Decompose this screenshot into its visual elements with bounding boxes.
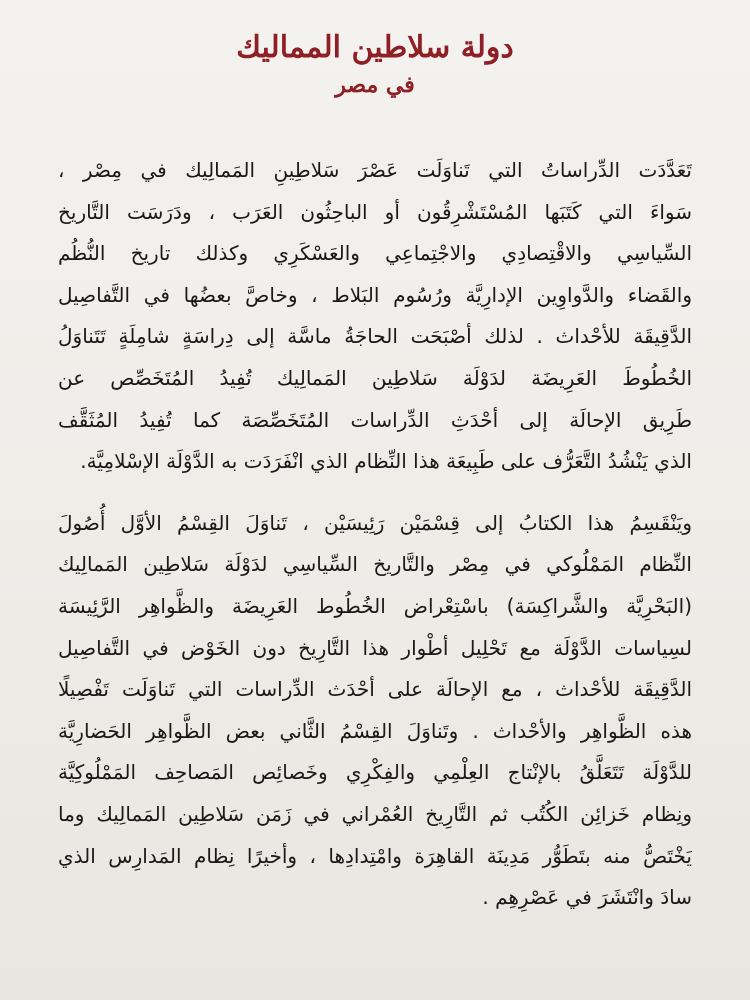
text-line: ويَنْقَسِمُ هذا الكتابُ إلى قِسْمَيْن رَئِيسَيْن ، تَناوَلَ القِسْمُ الأوَّل أُصُولَ	[58, 510, 692, 535]
text-line: السِّياسِي والاقْتِصادِي والاجْتِماعِي والعَسْكَرِي وكذلك تاريخ النُّظُم	[58, 241, 692, 266]
book-title	[0, 28, 750, 98]
text-line: هذه الظَّواهِر والأحْداث . وتَناوَلَ القِسْمُ الثَّاني بعض الظَّواهِر الحَضارِيَّة	[58, 718, 692, 743]
title-main: دولة سلاطين المماليك	[236, 30, 514, 65]
blurb-text	[58, 150, 692, 919]
text-line: والقَضاء والدَّواوِين الإدارِيَّة ورُسُوم البَلاط ، وخاصَّ بعضُها في التَّفاصِيل	[58, 282, 692, 307]
text-line: ونِظام خَزائِن الكُتُب ثم التَّارِيخ العُمْراني في زَمَن سَلاطِين المَمالِيك وما	[58, 801, 692, 826]
title-sub: في مصر	[335, 72, 415, 98]
text-line: الدَّقِيقَة للأحْداث . لذلك أصْبَحَت الحاجَةُ ماسَّة إلى دِراسَةٍ شامِلَةٍ تَتَناوَلُ	[58, 324, 692, 349]
text-line: لسِياسات الدَّوْلَة مع تَحْلِيل أطْوار هذا التَّارِيخ دون الخَوْض في التَّفاصِيل	[58, 635, 692, 660]
text-line: طَرِيق الإحالَة إلى أحْدَثِ الدِّراسات المُتَخَصِّصَة كما تُفِيدُ المُثَقَّف	[58, 407, 692, 432]
text-line: للدَّوْلَة تَتَعَلَّقُ بالإنْتاج العِلْمِي والفِكْرِي وخَصائِص المَصاحِف المَمْلُوكِيَّة	[58, 760, 692, 785]
paragraph-gap	[58, 483, 692, 503]
text-line: يَخْتَصُّ منه بتَطَوُّر مَدِينَة القاهِرَة وامْتِدادِها ، وأخيرًا نِظام المَدارِس الذي	[58, 843, 692, 868]
text-line: النِّظام المَمْلُوكي في مِصْر والتَّاريخ السِّياسِي لدَوْلَة سَلاطِين المَمالِيك	[58, 552, 692, 577]
paragraph-1	[58, 150, 692, 483]
text-line: الدَّقِيقَة للأحْداث ، مع الإحالَة على أحْدَث الدِّراسات التي تَناوَلَت تَفْصِيلًا	[58, 677, 692, 702]
text-line: الذي يَنْشُدُ التَّعَرُّف على طَبِيعَة هذا النِّظام الذي انْفَرَدَت به الدَّوْلَة الإسْلامِيَّة.	[80, 449, 692, 474]
text-line: الخُطُوطَ العَرِيضَة لدَوْلَة سَلاطِين المَمالِيك تُفِيدُ المُتَخَصِّص عن	[58, 365, 692, 390]
text-line: سَواءَ التي كَتَبَها المُسْتَشْرِقُون أو الباحِثُون العَرَب ، ودَرَسَت التَّاريخ	[58, 199, 692, 224]
paragraph-2	[58, 503, 692, 919]
text-line: (البَحْرِيَّة والشَّراكِسَة) باسْتِعْراض الخُطُوط العَرِيضَة والظَّواهِر الرَّئِيسَة	[58, 593, 692, 618]
text-line: تَعَدَّدَت الدِّراساتُ التي تَناوَلَت عَصْرَ سَلاطِينِ المَمالِيك في مِصْر ،	[58, 158, 692, 182]
text-line: سادَ وانْتَشَرَ في عَصْرِهِم .	[482, 885, 692, 910]
